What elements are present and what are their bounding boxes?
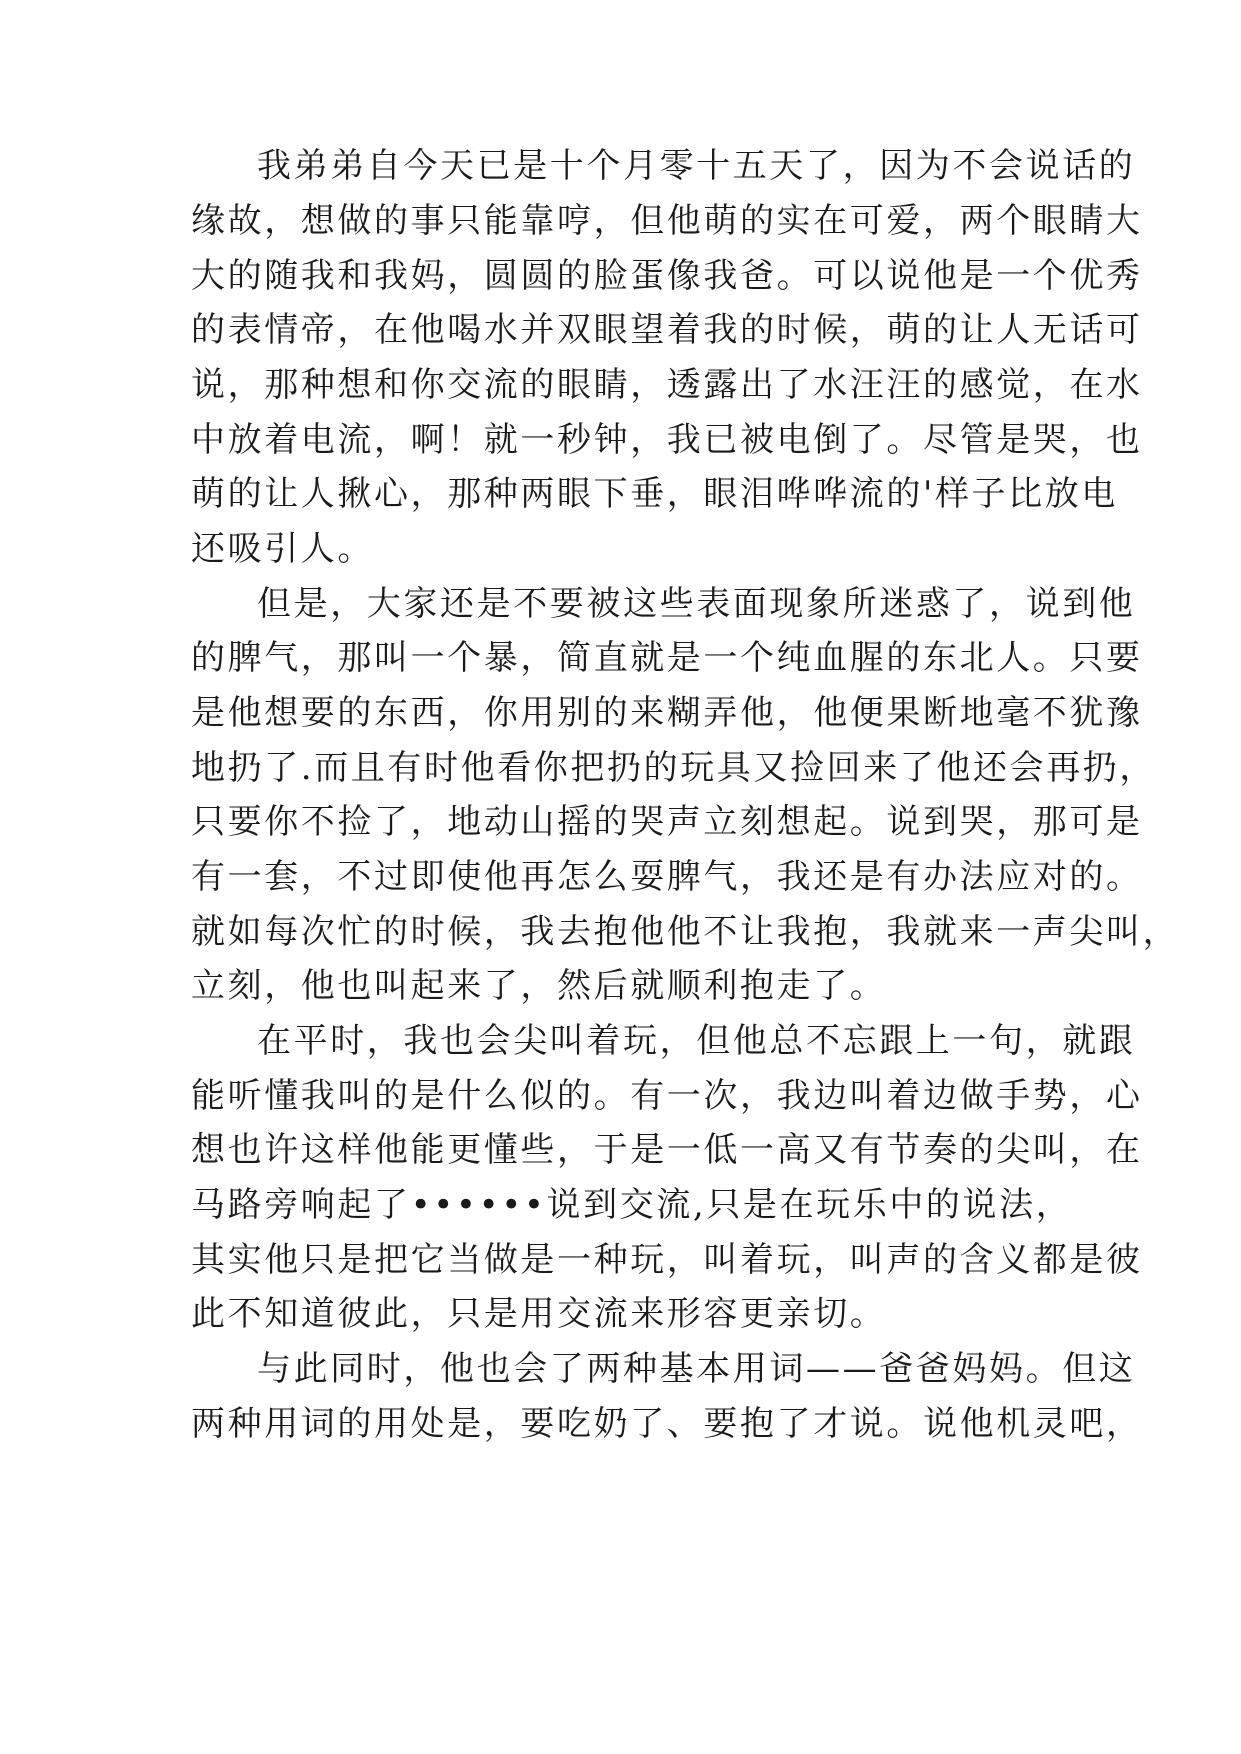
text-line: 缘故，想做的事只能靠哼，但他萌的实在可爱，两个眼睛大 bbox=[191, 201, 1143, 241]
text-line: 但是，大家还是不要被这些表面现象所迷惑了，说到他 bbox=[257, 584, 1136, 624]
text-line: 大的随我和我妈，圆圆的脸蛋像我爸。可以说他是一个优秀 bbox=[191, 256, 1143, 296]
text-line: 在平时，我也会尖叫着玩，但他总不忘跟上一句，就跟 bbox=[257, 1021, 1136, 1061]
text-line: 其实他只是把它当做是一种玩，叫着玩，叫声的含义都是彼 bbox=[191, 1240, 1143, 1280]
text-line: 还吸引人。 bbox=[191, 529, 374, 569]
text-line: 我弟弟自今天已是十个月零十五天了，因为不会说话的 bbox=[257, 146, 1136, 186]
text-line: 两种用词的用处是，要吃奶了、要抱了才说。说他机灵吧， bbox=[191, 1404, 1143, 1444]
text-line: 此不知道彼此，只是用交流来形容更亲切。 bbox=[191, 1294, 887, 1334]
text-line: 马路旁响起了••••••说到交流,只是在玩乐中的说法， bbox=[191, 1185, 1073, 1225]
text-line: 是他想要的东西，你用别的来糊弄他，他便果断地毫不犹豫 bbox=[191, 693, 1143, 733]
text-line: 有一套，不过即使他再怎么耍脾气，我还是有办法应对的。 bbox=[191, 857, 1143, 897]
text-line: 能听懂我叫的是什么似的。有一次，我边叫着边做手势，心 bbox=[191, 1076, 1143, 1116]
text-line: 就如每次忙的时候，我去抱他他不让我抱，我就来一声尖叫， bbox=[191, 912, 1180, 952]
text-line: 地扔了.而且有时他看你把扔的玩具又捡回来了他还会再扔， bbox=[191, 748, 1157, 788]
text-line: 只要你不捡了，地动山摇的哭声立刻想起。说到哭，那可是 bbox=[191, 802, 1143, 842]
text-line: 萌的让人揪心，那种两眼下垂，眼泪哗哗流的'样子比放电 bbox=[191, 474, 1118, 514]
text-line: 说，那种想和你交流的眼睛，透露出了水汪汪的感觉，在水 bbox=[191, 365, 1143, 405]
text-line: 的表情帝，在他喝水并双眼望着我的时候，萌的让人无话可 bbox=[191, 310, 1143, 350]
text-line: 立刻，他也叫起来了，然后就顺利抱走了。 bbox=[191, 966, 887, 1006]
text-line: 中放着电流，啊！就一秒钟，我已被电倒了。尽管是哭，也 bbox=[191, 420, 1143, 460]
text-line: 想也许这样他能更懂些，于是一低一高又有节奏的尖叫，在 bbox=[191, 1130, 1143, 1170]
text-line: 与此同时，他也会了两种基本用词——爸爸妈妈。但这 bbox=[257, 1349, 1136, 1389]
text-line: 的脾气，那叫一个暴，简直就是一个纯血腥的东北人。只要 bbox=[191, 638, 1143, 678]
